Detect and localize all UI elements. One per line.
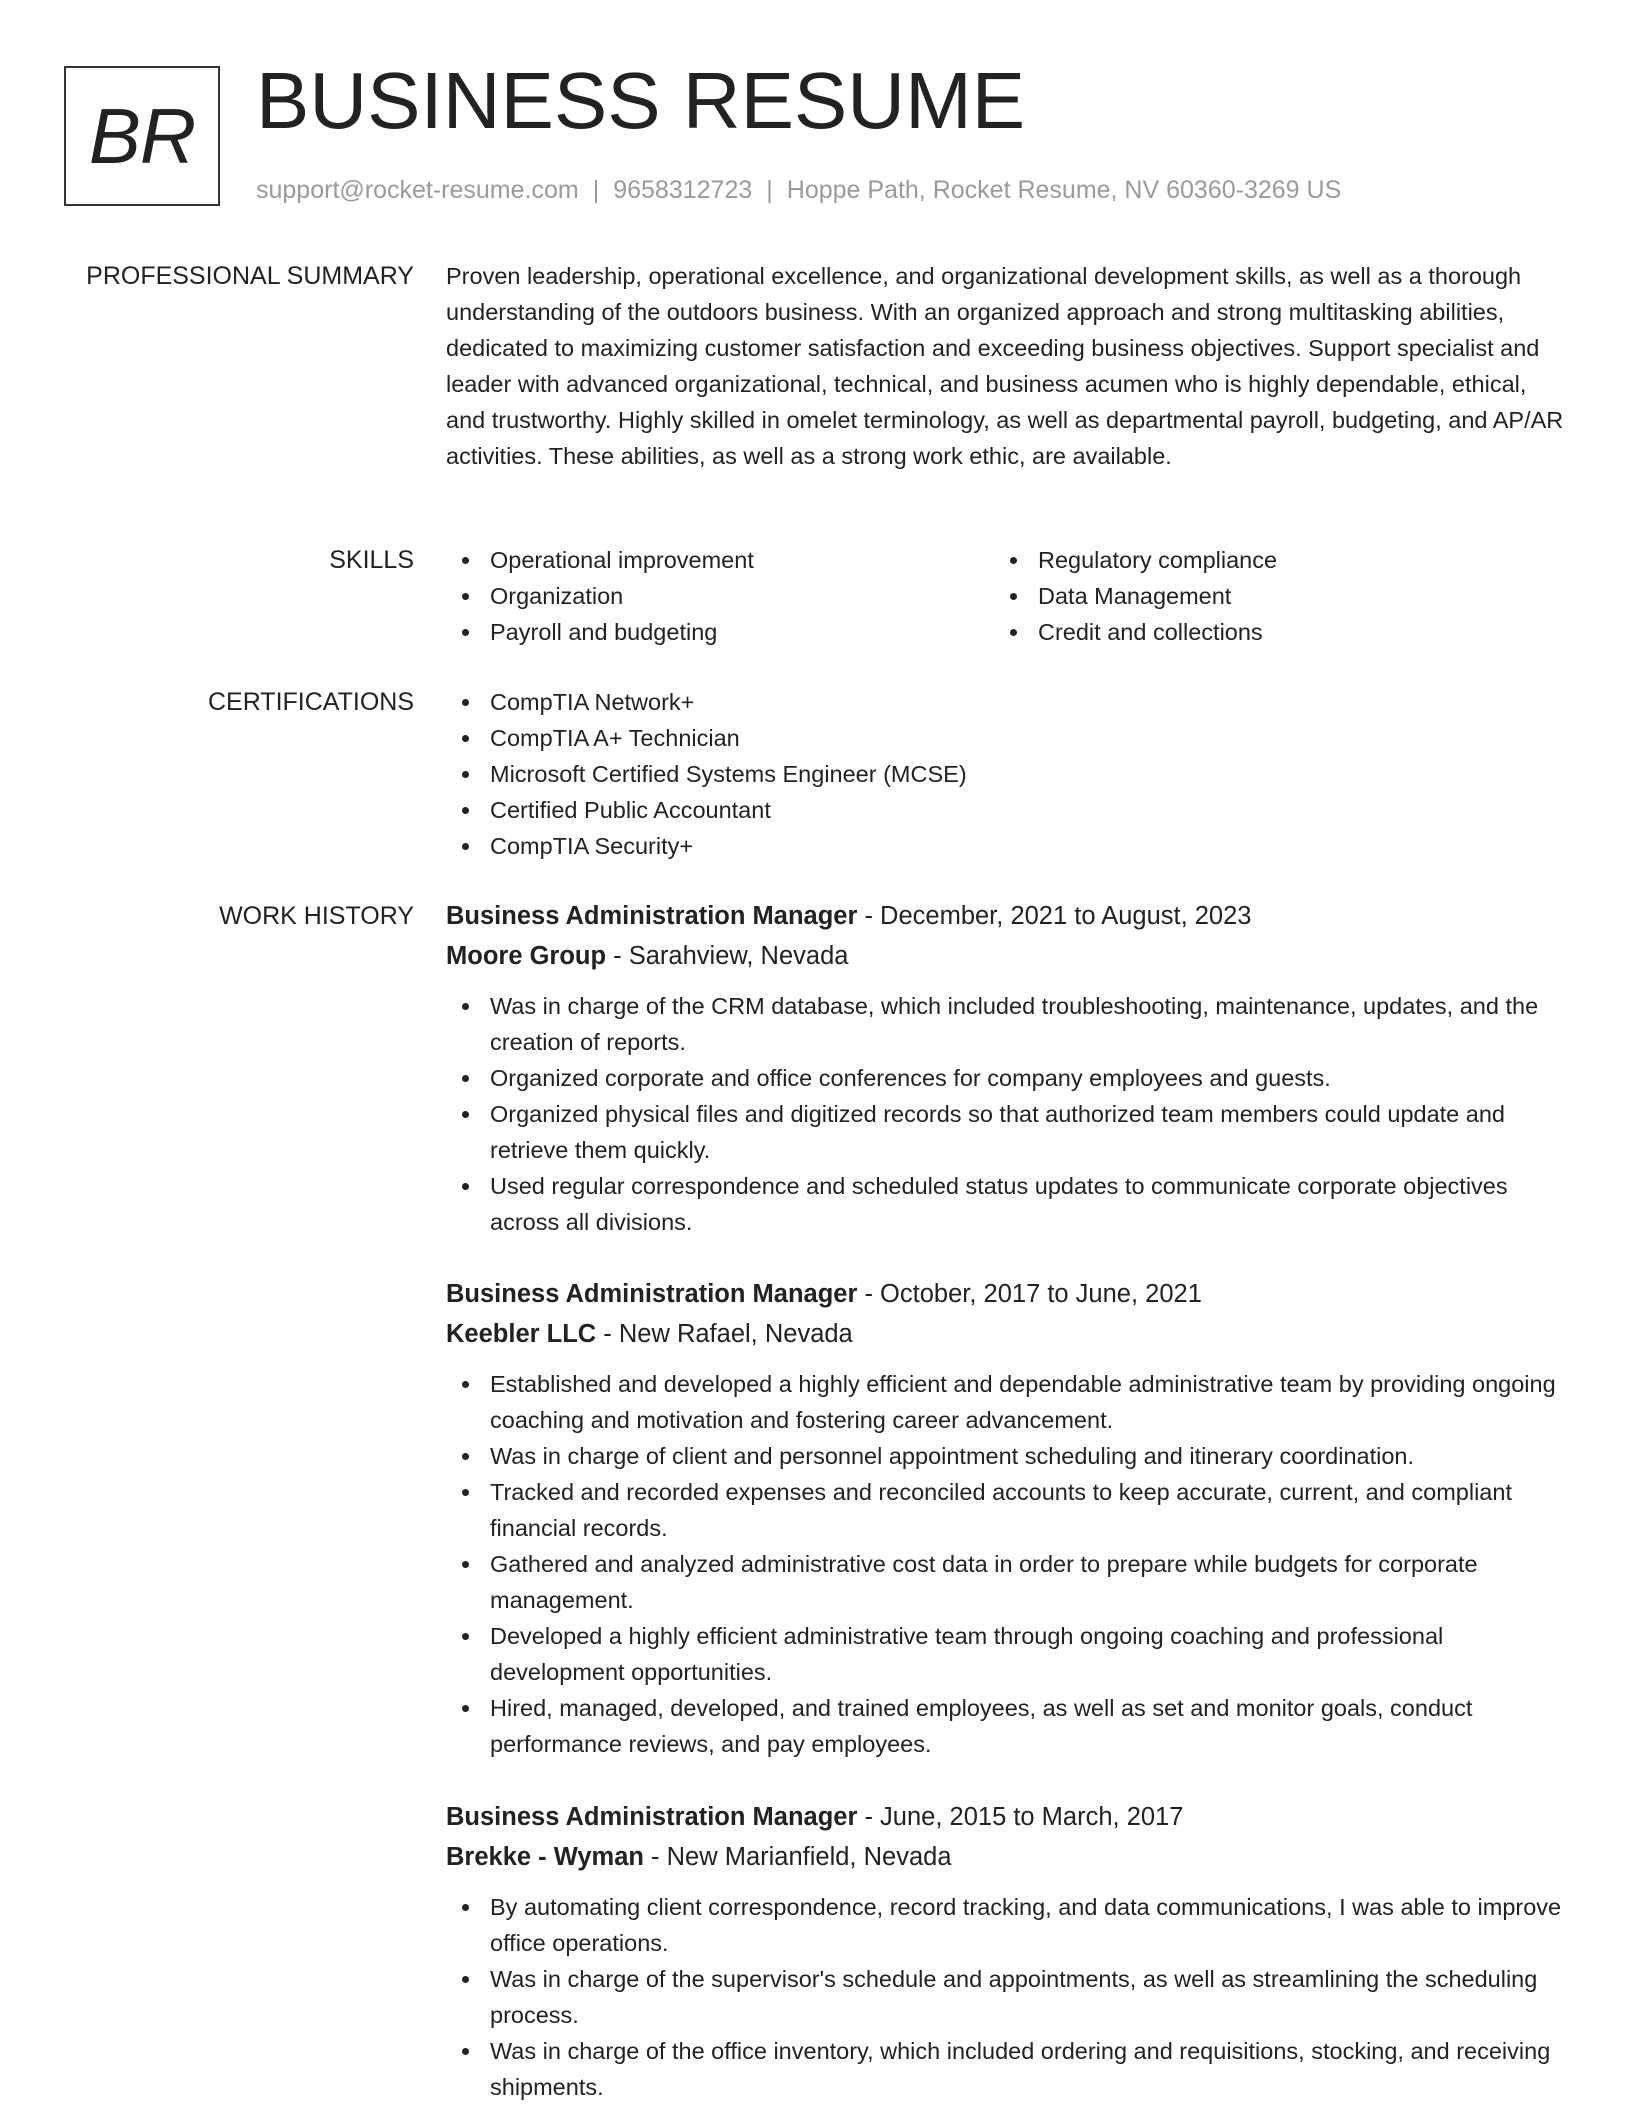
skills-heading: SKILLS	[329, 546, 414, 574]
job-dates: - December, 2021 to August, 2023	[857, 902, 1252, 930]
job-bullet: Established and developed a highly efficient and dependable administrative team by providing ongoing coaching and motivation and fostering career advancement.	[446, 1366, 1570, 1438]
monogram-logo: BR	[64, 66, 220, 206]
contact-separator: |	[592, 176, 600, 204]
certifications-heading: CERTIFICATIONS	[207, 688, 414, 716]
job-title-line	[446, 896, 1570, 936]
job-title: Business Administration Manager	[446, 1280, 858, 1308]
resume-title: BUSINESS RESUME	[256, 56, 1026, 145]
summary-heading: PROFESSIONAL SUMMARY	[86, 262, 414, 290]
skill-item: Operational improvement	[446, 542, 994, 578]
job-location: - New Rafael, Nevada	[596, 1320, 853, 1348]
certifications-list	[446, 684, 1570, 864]
skill-item: Credit and collections	[994, 614, 1542, 650]
job-bullet: Developed a highly efficient administrative team through ongoing coaching and professional development opportunities.	[446, 1618, 1570, 1690]
job-title: Business Administration Manager	[446, 1803, 858, 1831]
job-title-line	[446, 1797, 1570, 1837]
job-bullet: Was in charge of the CRM database, which included troubleshooting, maintenance, updates, and the creation of reports.	[446, 988, 1570, 1060]
job-title-line	[446, 1274, 1570, 1314]
job-bullet: Used regular correspondence and scheduled status updates to communicate corporate objectives across all divisions.	[446, 1168, 1570, 1240]
contact-address: Hoppe Path, Rocket Resume, NV 60360-3269 US	[786, 176, 1342, 204]
contact-line	[256, 174, 1341, 206]
job-bullets	[446, 1366, 1570, 1762]
contact-separator: |	[766, 176, 773, 204]
job-bullet: Organized physical files and digitized records so that authorized team members could update and retrieve them quickly.	[446, 1096, 1570, 1168]
work-history-heading: WORK HISTORY	[219, 902, 414, 930]
job-bullet: Was in charge of client and personnel appointment scheduling and itinerary coordination.	[446, 1438, 1570, 1474]
job-bullet: Gathered and analyzed administrative cost data in order to prepare while budgets for corporate management.	[446, 1546, 1570, 1618]
skills-list-right	[994, 542, 1542, 650]
job-company: Keebler LLC	[446, 1320, 597, 1348]
job-location: - New Marianfield, Nevada	[643, 1843, 952, 1871]
job-bullet: Hired, managed, developed, and trained employees, as well as set and monitor goals, conduct performance reviews, and pay employees.	[446, 1690, 1570, 1762]
job-dates: - October, 2017 to June, 2021	[857, 1280, 1202, 1308]
job-entry	[446, 896, 1570, 1240]
job-company: Moore Group	[446, 942, 607, 970]
job-entry	[446, 1274, 1570, 1762]
contact-email[interactable]: support@rocket-resume.com	[256, 176, 579, 204]
summary-text: Proven leadership, operational excellence, and organizational development skills, as well as a thorough understanding of the outdoors business. With an organized approach and strong multitasking abilities, dedicated to maximizing customer satisfaction and exceeding business objectives. Support specialist and leader with advanced organizational, technical, and business acumen who is highly dependable, ethical, and trustworthy. Highly skilled in omelet terminology, as well as departmental payroll, budgeting, and AP/AR activities. These abilities, as well as a strong work ethic, are available.	[446, 263, 1564, 469]
skill-item: Regulatory compliance	[994, 542, 1542, 578]
certification-item: CompTIA Security+	[446, 828, 1570, 864]
job-bullet: Organized corporate and office conferences for company employees and guests.	[446, 1060, 1570, 1096]
job-bullet: By automating client correspondence, record tracking, and data communications, I was able to improve office operations.	[446, 1889, 1570, 1961]
job-bullet: Tracked and recorded expenses and reconciled accounts to keep accurate, current, and compliant financial records.	[446, 1474, 1570, 1546]
skill-item: Organization	[446, 578, 994, 614]
skills-list-left	[446, 542, 994, 650]
job-company-line	[446, 936, 1570, 976]
contact-phone[interactable]: 9658312723	[613, 176, 753, 204]
job-company: Brekke - Wyman	[446, 1843, 644, 1871]
job-bullet: Was in charge of the office inventory, which included ordering and requisitions, stocking, and receiving shipments.	[446, 2033, 1570, 2105]
job-title: Business Administration Manager	[446, 902, 858, 930]
job-dates: - June, 2015 to March, 2017	[857, 1803, 1184, 1831]
certification-item: Certified Public Accountant	[446, 792, 1570, 828]
skill-item: Data Management	[994, 578, 1542, 614]
certification-item: CompTIA Network+	[446, 684, 1570, 720]
job-company-line	[446, 1837, 1570, 1877]
certification-item: Microsoft Certified Systems Engineer (MCSE)	[446, 756, 1570, 792]
skill-item: Payroll and budgeting	[446, 614, 994, 650]
job-bullets	[446, 1889, 1570, 2105]
job-entry	[446, 1797, 1570, 2105]
job-company-line	[446, 1314, 1570, 1354]
certification-item: CompTIA A+ Technician	[446, 720, 1570, 756]
job-bullets	[446, 988, 1570, 1240]
job-bullet: Was in charge of the supervisor's schedule and appointments, as well as streamlining the scheduling process.	[446, 1961, 1570, 2033]
job-location: - Sarahview, Nevada	[606, 942, 849, 970]
